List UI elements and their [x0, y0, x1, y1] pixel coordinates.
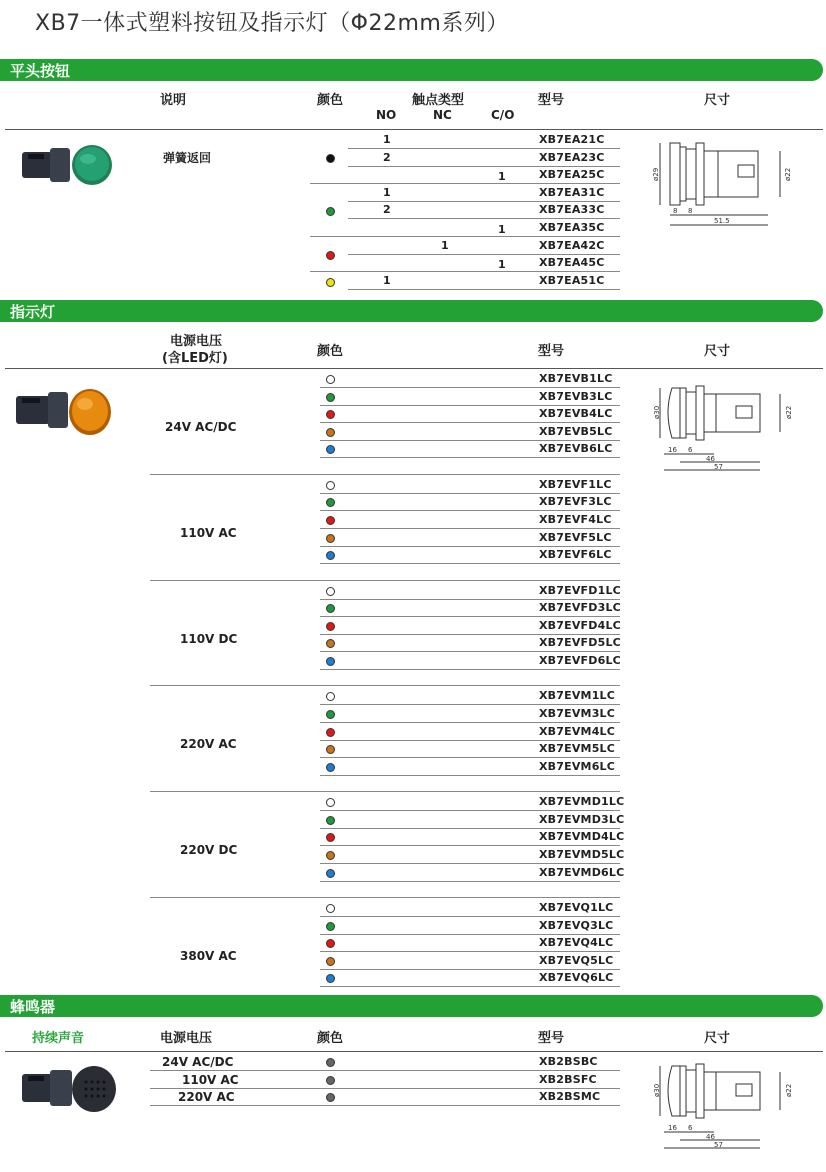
model-number: XB7EVB5LC — [539, 424, 613, 438]
color-dot — [326, 410, 335, 419]
model-number: XB7EVF1LC — [539, 477, 612, 491]
section-header-indicator — [0, 300, 823, 322]
divider — [5, 129, 823, 130]
color-dot — [326, 745, 335, 754]
color-dot — [326, 833, 335, 842]
header-no: NO — [376, 108, 397, 122]
color-dot — [326, 904, 335, 913]
model-number: XB7EVMD5LC — [539, 848, 625, 861]
model-number: XB7EVQ5LC — [539, 953, 614, 967]
color-dot — [326, 957, 335, 966]
row-divider — [320, 722, 620, 723]
model-number: XB7EA35C — [539, 221, 605, 234]
voltage-label: 110V AC — [180, 525, 237, 540]
voltage-label: 24V AC/DC — [165, 420, 237, 434]
row-divider — [320, 951, 620, 952]
contact-no-value: 2 — [383, 203, 391, 217]
row-divider — [150, 1088, 620, 1089]
color-dot — [326, 763, 335, 772]
color-dot — [326, 1093, 335, 1102]
color-dot — [326, 622, 335, 631]
color-dot — [326, 1076, 335, 1085]
contact-no-value: 2 — [383, 150, 391, 164]
flat-button-product-image — [20, 140, 115, 190]
group-divider — [310, 271, 620, 272]
model-number: XB7EVFD3LC — [539, 601, 621, 615]
color-dot — [326, 922, 335, 931]
color-dot — [326, 587, 335, 596]
model-number: XB7EVF6LC — [539, 548, 612, 562]
model-number: XB7EA23C — [539, 150, 605, 164]
dim-d1: ø29 — [652, 167, 660, 181]
section-header-buzzer — [0, 995, 823, 1017]
model-number: XB7EA33C — [539, 203, 605, 217]
voltage-label: 24V AC/DC — [162, 1055, 234, 1069]
header-model: 型号 — [538, 93, 565, 108]
row-divider — [320, 881, 620, 882]
dim-c: 46 — [706, 1133, 715, 1141]
row-divider — [320, 986, 620, 987]
color-dot — [326, 1058, 335, 1067]
model-number: XB7EVFD6LC — [539, 654, 621, 667]
contact-co-value: 1 — [498, 258, 506, 272]
color-dot — [326, 728, 335, 737]
contact-no-value: 1 — [383, 185, 391, 199]
row-divider — [320, 651, 620, 652]
model-number: XB7EVM3LC — [539, 707, 616, 720]
group-divider — [150, 580, 620, 581]
color-dot — [326, 639, 335, 648]
contact-nc-value: 1 — [441, 238, 449, 252]
buzzer-sub-label: 持续声音 — [32, 1031, 85, 1046]
row-divider — [348, 166, 620, 167]
voltage-label: 220V AC — [180, 737, 237, 752]
color-dot — [326, 534, 335, 543]
row-divider — [320, 440, 620, 441]
divider — [5, 1051, 823, 1052]
header-co: C/O — [491, 108, 515, 122]
row-divider — [348, 201, 620, 202]
dim-total: 57 — [714, 463, 723, 471]
dim-d2: ø22 — [785, 1083, 793, 1097]
header-voltage: 电源电压 — [170, 334, 223, 349]
color-dot — [326, 939, 335, 948]
header-voltage: 电源电压 — [160, 1031, 213, 1046]
header-size: 尺寸 — [704, 344, 731, 359]
row-divider — [320, 457, 620, 458]
header-voltage-sub: (含LED灯) — [162, 351, 228, 366]
header-color: 颜色 — [317, 1031, 344, 1046]
row-divider — [320, 704, 620, 705]
row-divider — [320, 845, 620, 846]
color-dot — [326, 551, 335, 560]
model-number: XB7EVFD4LC — [539, 618, 621, 632]
group-divider — [150, 791, 620, 792]
row-divider — [348, 254, 620, 255]
header-nc: NC — [433, 108, 452, 122]
dim-d2: ø22 — [784, 167, 792, 181]
row-divider — [320, 934, 620, 935]
row-divider — [320, 493, 620, 494]
row-divider — [320, 528, 620, 529]
dim-total: 51.5 — [714, 217, 730, 225]
buzzer-product-image — [20, 1062, 120, 1122]
color-dot — [326, 657, 335, 666]
flat-button-dimension-drawing — [648, 135, 818, 235]
dim-c: 46 — [706, 455, 715, 463]
contact-co-value: 1 — [498, 170, 506, 184]
row-divider — [348, 289, 620, 290]
flat-button-description: 弹簧返回 — [163, 151, 212, 165]
model-number: XB7EA51C — [539, 273, 605, 287]
row-divider — [150, 1070, 620, 1071]
dim-b: 6 — [688, 1124, 693, 1132]
model-number: XB7EVMD4LC — [539, 830, 625, 844]
color-dot — [326, 710, 335, 719]
row-divider — [320, 969, 620, 970]
dim-a: 16 — [668, 1124, 677, 1132]
row-divider — [320, 616, 620, 617]
model-number: XB7EA25C — [539, 168, 605, 182]
color-dot — [326, 816, 335, 825]
row-divider — [320, 863, 620, 864]
color-dot — [326, 375, 335, 384]
color-dot — [326, 692, 335, 701]
row-divider — [320, 422, 620, 423]
contact-no-value: 1 — [383, 273, 391, 287]
model-number: XB7EVM5LC — [539, 742, 616, 756]
dim-a: 8 — [673, 207, 678, 215]
color-dot — [326, 869, 335, 878]
group-divider — [150, 897, 620, 898]
model-number: XB7EA42C — [539, 238, 605, 252]
model-number: XB2BSFC — [539, 1072, 597, 1086]
header-size: 尺寸 — [704, 93, 731, 108]
model-number: XB7EVM4LC — [539, 724, 616, 738]
color-dot — [326, 974, 335, 983]
model-number: XB7EVM1LC — [539, 689, 616, 703]
color-dot — [326, 516, 335, 525]
color-dot — [326, 604, 335, 613]
dim-b: 6 — [688, 446, 693, 454]
model-number: XB7EVB1LC — [539, 372, 613, 385]
dim-d1: ø30 — [653, 1083, 661, 1097]
model-number: XB2BSMC — [539, 1090, 601, 1103]
model-number: XB7EVM6LC — [539, 759, 616, 773]
row-divider — [320, 669, 620, 670]
color-dot — [326, 498, 335, 507]
model-number: XB7EVF3LC — [539, 495, 612, 509]
model-number: XB7EVF4LC — [539, 513, 612, 526]
section-header-flat-button — [0, 59, 823, 81]
section-title: 蜂鸣器 — [10, 998, 56, 1016]
model-number: XB7EA21C — [539, 133, 605, 146]
row-divider — [320, 563, 620, 564]
row-divider — [320, 510, 620, 511]
voltage-label: 220V AC — [178, 1090, 235, 1104]
model-number: XB7EVQ3LC — [539, 918, 614, 932]
model-number: XB7EVF5LC — [539, 530, 612, 544]
contact-co-value: 1 — [498, 223, 506, 236]
header-contact-type: 触点类型 — [412, 93, 465, 108]
row-divider — [320, 599, 620, 600]
color-dot — [326, 798, 335, 807]
indicator-product-image — [14, 382, 114, 442]
color-dot — [326, 154, 335, 163]
model-number: XB7EVMD6LC — [539, 865, 625, 879]
model-number: XB7EVQ6LC — [539, 971, 614, 985]
group-divider — [310, 183, 620, 184]
row-divider — [320, 387, 620, 388]
voltage-label: 110V DC — [180, 631, 238, 646]
color-dot — [326, 481, 335, 490]
model-number: XB7EVQ1LC — [539, 901, 614, 914]
dim-d1: ø30 — [653, 405, 661, 419]
model-number: XB7EVMD3LC — [539, 812, 625, 826]
row-divider — [320, 810, 620, 811]
model-number: XB7EA45C — [539, 256, 605, 270]
model-number: XB7EVB6LC — [539, 442, 613, 456]
row-divider — [150, 1105, 620, 1106]
header-model: 型号 — [538, 344, 565, 359]
row-divider — [320, 916, 620, 917]
model-number: XB7EVFD5LC — [539, 636, 621, 650]
group-divider — [310, 236, 620, 237]
header-description: 说明 — [160, 93, 187, 108]
color-dot — [326, 851, 335, 860]
group-divider — [150, 474, 620, 475]
row-divider — [320, 405, 620, 406]
model-number: XB7EVQ4LC — [539, 936, 614, 950]
model-number: XB7EVB4LC — [539, 407, 613, 421]
dim-a: 16 — [668, 446, 677, 454]
dim-b: 8 — [688, 207, 693, 215]
divider — [5, 368, 823, 369]
color-dot — [326, 251, 335, 260]
section-title: 指示灯 — [10, 303, 56, 321]
dim-total: 57 — [714, 1141, 723, 1149]
section-title: 平头按钮 — [10, 62, 71, 80]
row-divider — [320, 740, 620, 741]
contact-no-value: 1 — [383, 133, 391, 146]
color-dot — [326, 445, 335, 454]
indicator-dimension-drawing — [650, 382, 820, 477]
color-dot — [326, 207, 335, 216]
model-number: XB7EA31C — [539, 185, 605, 199]
row-divider — [348, 148, 620, 149]
color-dot — [326, 278, 335, 287]
buzzer-dimension-drawing — [650, 1060, 820, 1155]
row-divider — [320, 775, 620, 776]
header-size: 尺寸 — [704, 1031, 731, 1046]
row-divider — [320, 757, 620, 758]
model-number: XB7EVFD1LC — [539, 583, 621, 597]
voltage-label: 220V DC — [180, 843, 238, 858]
row-divider — [320, 828, 620, 829]
page-title: XB7一体式塑料按钮及指示灯（Φ22mm系列） — [35, 11, 509, 36]
row-divider — [320, 634, 620, 635]
voltage-label: 110V AC — [182, 1072, 239, 1087]
model-number: XB7EVB3LC — [539, 389, 613, 403]
color-dot — [326, 393, 335, 402]
dim-d2: ø22 — [785, 405, 793, 419]
header-color: 颜色 — [317, 93, 344, 108]
model-number: XB2BSBC — [539, 1055, 598, 1068]
header-color: 颜色 — [317, 344, 344, 359]
model-number: XB7EVMD1LC — [539, 795, 625, 809]
color-dot — [326, 428, 335, 437]
header-model: 型号 — [538, 1031, 565, 1046]
group-divider — [150, 685, 620, 686]
voltage-label: 380V AC — [180, 949, 237, 963]
row-divider — [320, 546, 620, 547]
row-divider — [348, 218, 620, 219]
